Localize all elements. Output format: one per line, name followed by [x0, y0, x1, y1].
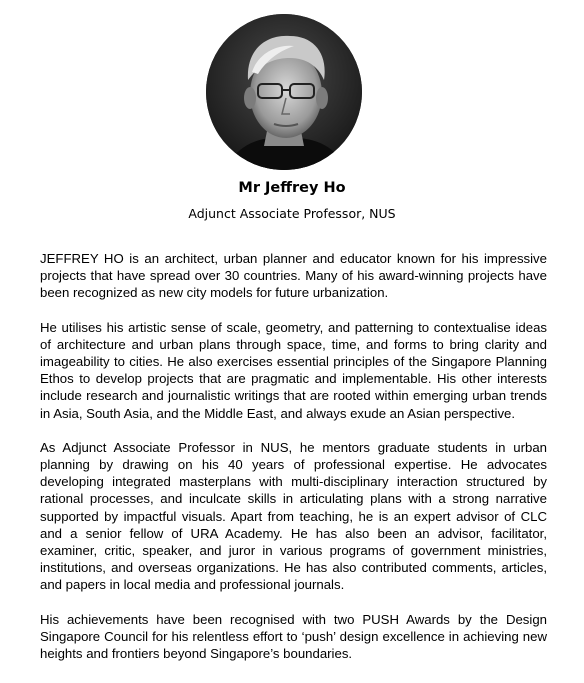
bio-paragraph-4: His achievements have been recognised with two PUSH Awards by the Design Singapore Council for his relentless effort to ‘push’ design excellence in achieving new heights and frontiers beyond Singapore’s boundaries.: [40, 611, 547, 662]
bio-paragraph-1: JEFFREY HO is an architect, urban planner and educator known for his impressive projects that have spread over 30 countries. Many of his award-winning projects have been recognized as new city models for future urbanization.: [40, 251, 547, 301]
bio-paragraph-3: As Adjunct Associate Professor in NUS, he mentors graduate students in urban planning by drawing on his 40 years of professional expertise. He advocates developing integrated masterplans with multi-disciplinary interaction structured by rational processes, and inculcate skills in articulating plans with a strong narrative supported by impactful visuals. Apart from teaching, he is an expert advisor of CLC and a senior fellow of URA Academy. He has also been an advisor, facilitator, examiner, critic, speaker, and juror in various programs of government ministries, institutions, and overseas organizations. He has also contributed comments, articles, and papers in local media and professional journals.: [40, 439, 547, 593]
bio-paragraph-2: He utilises his artistic sense of scale, geometry, and patterning to contextualise ideas of architecture and urban plans through space, time, and forms to bring clarity and imageability to cities. He also exercises essential principles of the Singapore Planning Ethos to develop projects that are pragmatic and implementable. His other interests include research and journalistic writings that are rooted within emerging urban trends in Asia, South Asia, and the Middle East, and always exude an Asian perspective.: [40, 319, 547, 421]
profile-photo: [206, 14, 362, 170]
biography: [40, 250, 547, 679]
person-title: Adjunct Associate Professor, NUS: [188, 206, 396, 221]
portrait-photo-icon: [206, 14, 362, 170]
person-name: Mr Jeffrey Ho: [238, 180, 346, 196]
